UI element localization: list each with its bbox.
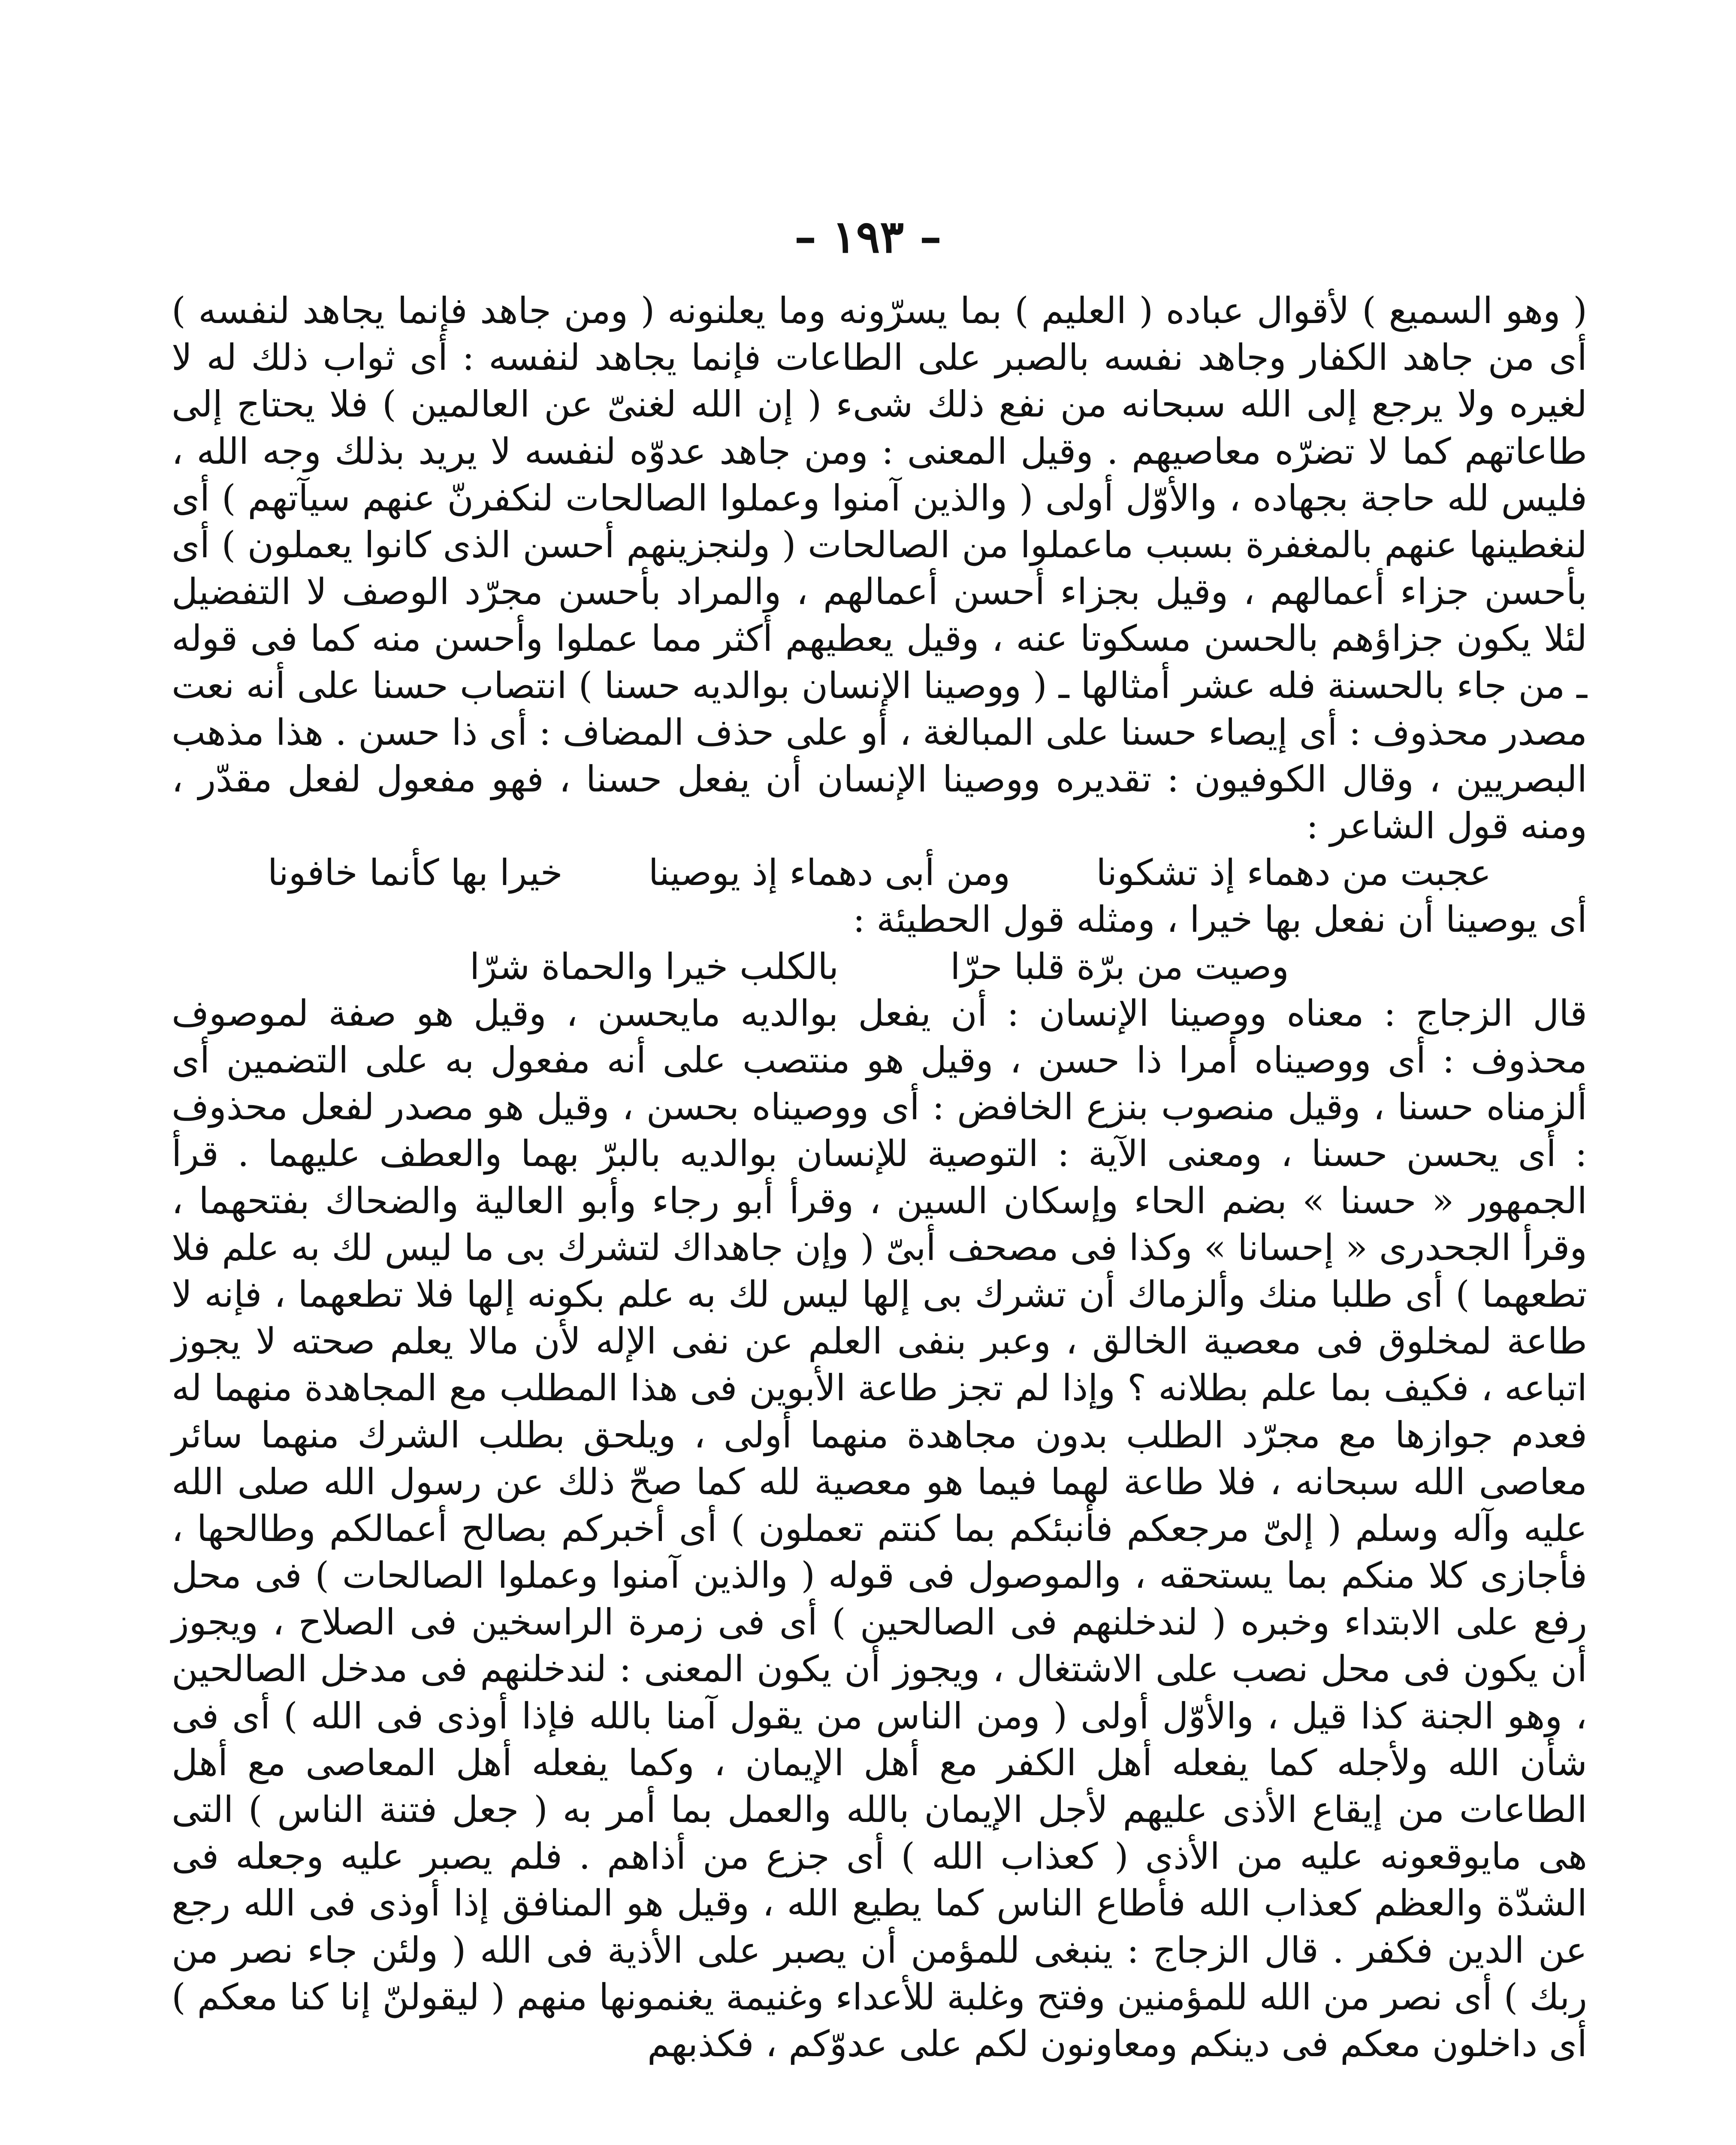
verse-1 — [172, 849, 1587, 896]
main-text — [172, 287, 1587, 2067]
paragraph-1: ( وهو السميع ) لأقوال عباده ( العليم ) بما يسرّونه وما يعلنونه ( ومن جاهد فإنما يجاهد لنفسه ) أى من جاهد الكفار وجاهد نفسه بالصبر على الطاعات فإنما يجاهد لنفسه : أى ثواب ذلك له لا لغيره ولا يرجع إلى الله سبحانه من نفع ذلك شىء ( إن الله لغنىّ عن العالمين ) فلا يحتاج إلى طاعاتهم كما لا تضرّه معاصيهم . وقيل المعنى : ومن جاهد عدوّه لنفسه لا يريد بذلك وجه الله ، فليس لله حاجة بجهاده ، والأوّل أولى ( والذين آمنوا وعملوا الصالحات لنكفرنّ عنهم سيآتهم ) أى لنغطينها عنهم بالمغفرة بسبب ماعملوا من الصالحات ( ولنجزينهم أحسن الذى كانوا يعملون ) أى بأحسن جزاء أعمالهم ، وقيل بجزاء أحسن أعمالهم ، والمراد بأحسن مجرّد الوصف لا التفضيل لئلا يكون جزاؤهم بالحسن مسكوتا عنه ، وقيل يعطيهم أكثر مما عملوا وأحسن منه كما فى قوله ـ من جاء بالحسنة فله عشر أمثالها ـ ( ووصينا الإنسان بوالديه حسنا ) انتصاب حسنا على أنه نعت مصدر محذوف : أى إيصاء حسنا على المبالغة ، أو على حذف المضاف : أى ذا حسن . هذا مذهب البصريين ، وقال الكوفيون : تقديره ووصينا الإنسان أن يفعل حسنا ، فهو مفعول لفعل مقدّر ، ومنه قول الشاعر : — [172, 290, 1588, 847]
verse-2-part-1: وصيت من برّة قلبا حرّا — [950, 945, 1289, 988]
verse-1-part-1: عجبت من دهماء إذ تشكونا — [1096, 852, 1491, 894]
page-number: – ١٩٣ – — [794, 210, 942, 263]
verse-1-part-2: ومن أبى دهماء إذ يوصينا — [648, 852, 1011, 894]
verse-2 — [172, 943, 1587, 990]
paragraph-2: قال الزجاج : معناه ووصينا الإنسان : أن يفعل بوالديه مايحسن ، وقيل هو صفة لموصوف محذوف : أى ووصيناه أمرا ذا حسن ، وقيل هو منتصب على أنه مفعول به على التضمين أى ألزمناه حسنا ، وقيل منصوب بنزع الخافض : أى ووصيناه بحسن ، وقيل هو مصدر لفعل محذوف : أى يحسن حسنا ، ومعنى الآية : التوصية للإنسان بوالديه بالبرّ بهما والعطف عليهما . قرأ الجمهور « حسنا » بضم الحاء وإسكان السين ، وقرأ أبو رجاء وأبو العالية والضحاك بفتحهما ، وقرأ الجحدرى « إحسانا » وكذا فى مصحف أبىّ ( وإن جاهداك لتشرك بى ما ليس لك به علم فلا تطعهما ) أى طلبا منك وألزماك أن تشرك بى إلها ليس لك به علم بكونه إلها فلا تطعهما ، فإنه لا طاعة لمخلوق فى معصية الخالق ، وعبر بنفى العلم عن نفى الإله لأن مالا يعلم صحته لا يجوز اتباعه ، فكيف بما علم بطلانه ؟ وإذا لم تجز طاعة الأبوين فى هذا المطلب مع المجاهدة منهما له فعدم جوازها مع مجرّد الطلب بدون مجاهدة منهما أولى ، ويلحق بطلب الشرك منهما سائر معاصى الله سبحانه ، فلا طاعة لهما فيما هو معصية لله كما صحّ ذلك عن رسول الله صلى الله عليه وآله وسلم ( إلىّ مرجعكم فأنبئكم بما كنتم تعملون ) أى أخبركم بصالح أعمالكم وطالحها ، فأجازى كلا منكم بما يستحقه ، والموصول فى قوله ( والذين آمنوا وعملوا الصالحات ) فى محل رفع على الابتداء وخبره ( لندخلنهم فى الصالحين ) أى فى زمرة الراسخين فى الصلاح ، ويجوز أن يكون فى محل نصب على الاشتغال ، ويجوز أن يكون المعنى : لندخلنهم فى مدخل الصالحين ، وهو الجنة كذا قيل ، والأوّل أولى ( ومن الناس من يقول آمنا بالله فإذا أوذى فى الله ) أى فى شأن الله ولأجله كما يفعله أهل الكفر مع أهل الإيمان ، وكما يفعله أهل المعاصى مع أهل الطاعات من إيقاع الأذى عليهم لأجل الإيمان بالله والعمل بما أمر به ( جعل فتنة الناس ) التى هى مايوقعونه عليه من الأذى ( كعذاب الله ) أى جزع من أذاهم . فلم يصبر عليه وجعله فى الشدّة والعظم كعذاب الله فأطاع الناس كما يطيع الله ، وقيل هو المنافق إذا أوذى فى الله رجع عن الدين فكفر . قال الزجاج : ينبغى للمؤمن أن يصبر على الأذية فى الله ( ولئن جاء نصر من ربك ) أى نصر من الله للمؤمنين وفتح وغلبة للأعداء وغنيمة يغنمونها منهم ( ليقولنّ إنا كنا معكم ) أى داخلون معكم فى دينكم ومعاونون لكم على عدوّكم ، فكذبهم — [172, 992, 1587, 2065]
verse-2-part-2: بالكلب خيرا والحماة شرّا — [470, 945, 839, 988]
verse-1-part-3: خيرا بها كأنما خافونا — [267, 852, 563, 894]
after-verse-1: أى يوصينا أن نفعل بها خيرا ، ومثله قول الحطيئة : — [853, 898, 1587, 941]
